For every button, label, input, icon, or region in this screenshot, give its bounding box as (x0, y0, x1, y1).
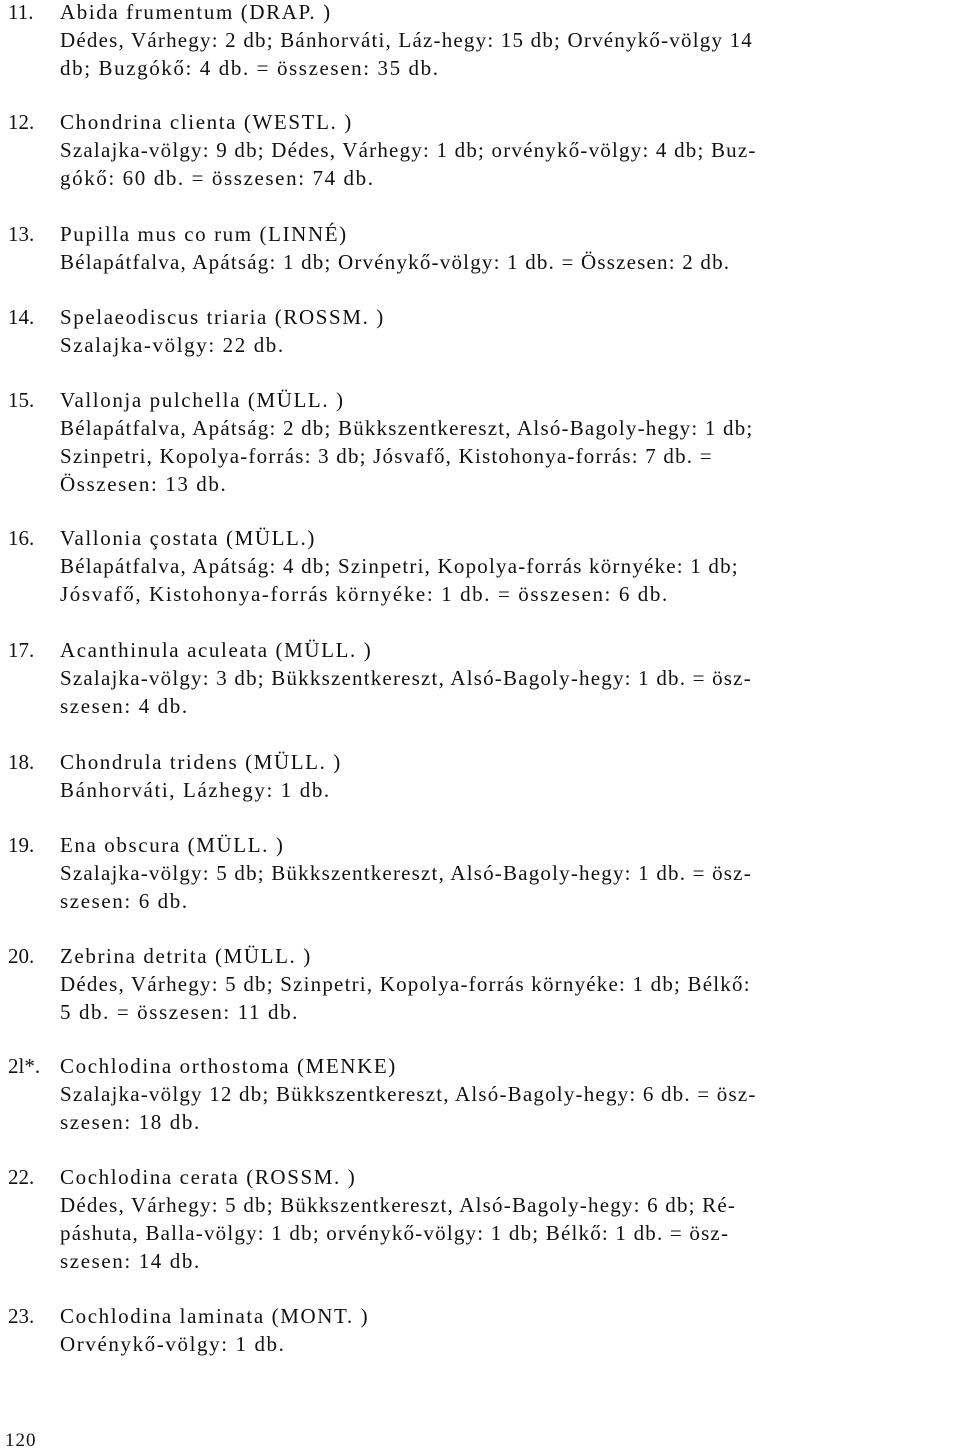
locality-line: szesen: 6 db. (60, 889, 189, 913)
locality-line: Dédes, Várhegy: 5 db; Szinpetri, Kopolya-forrás környéke: 1 db; Bélkő: (60, 972, 751, 996)
locality-line: Dédes, Várhegy: 5 db; Bükkszentkereszt, Alsó-Bagoly-hegy: 6 db; Ré- (60, 1193, 737, 1217)
species-name: Chondrula tridens (MÜLL. ) (60, 750, 342, 774)
species-name: Chondrina clienta (WESTL. ) (60, 110, 353, 134)
entry-number: 20. (8, 944, 35, 968)
locality-line: szesen: 14 db. (60, 1249, 201, 1273)
locality-line: Összesen: 13 db. (60, 472, 228, 496)
locality-line: Bánhorváti, Lázhegy: 1 db. (60, 778, 331, 802)
entry-number: 23. (8, 1304, 35, 1328)
species-name: Ena obscura (MÜLL. ) (60, 833, 285, 857)
entry-number: 14. (8, 305, 35, 329)
entry-number: 19. (8, 833, 35, 857)
entry-number: 13. (8, 222, 35, 246)
locality-line: Jósvafő, Kistohonya-forrás környéke: 1 db. = összesen: 6 db. (60, 582, 669, 606)
species-name: Vallonia çostata (MÜLL.) (60, 526, 316, 550)
species-name: Cochlodina orthostoma (MENKE) (60, 1054, 397, 1078)
entry-number: 15. (8, 388, 35, 412)
locality-line: szesen: 18 db. (60, 1110, 201, 1134)
species-name: Vallonja pulchella (MÜLL. ) (60, 388, 345, 412)
entry-number: 22. (8, 1165, 35, 1189)
locality-line: Szalajka-völgy: 22 db. (60, 333, 285, 357)
species-name: Pupilla mus co rum (LINNÉ) (60, 222, 348, 246)
species-name: Cochlodina laminata (MONT. ) (60, 1304, 370, 1328)
species-name: Acanthinula aculeata (MÜLL. ) (60, 638, 373, 662)
entry-number: 2l*. (8, 1054, 41, 1078)
locality-line: 5 db. = összesen: 11 db. (60, 1000, 300, 1024)
species-name: Cochlodina cerata (ROSSM. ) (60, 1165, 357, 1189)
locality-line: Szinpetri, Kopolya-forrás: 3 db; Jósvafő, Kistohonya-forrás: 7 db. = (60, 444, 713, 468)
entry-number: 16. (8, 526, 35, 550)
locality-line: db; Buzgókő: 4 db. = összesen: 35 db. (60, 56, 440, 80)
page-number: 120 (5, 1430, 37, 1451)
entry-number: 18. (8, 750, 35, 774)
locality-line: Bélapátfalva, Apátság: 4 db; Szinpetri, Kopolya-forrás környéke: 1 db; (60, 554, 739, 578)
locality-line: Bélapátfalva, Apátság: 1 db; Orvénykő-völgy: 1 db. = Összesen: 2 db. (60, 250, 731, 274)
species-name: Zebrina detrita (MÜLL. ) (60, 944, 312, 968)
locality-line: Orvénykő-völgy: 1 db. (60, 1332, 286, 1356)
species-name: Spelaeodiscus triaria (ROSSM. ) (60, 305, 385, 329)
locality-line: Szalajka-völgy: 9 db; Dédes, Várhegy: 1 db; orvénykő-völgy: 4 db; Buz- (60, 138, 757, 162)
locality-line: Szalajka-völgy: 5 db; Bükkszentkereszt, Alsó-Bagoly-hegy: 1 db. = ösz- (60, 861, 752, 885)
locality-line: Szalajka-völgy 12 db; Bükkszentkereszt, Alsó-Bagoly-hegy: 6 db. = ösz- (60, 1082, 757, 1106)
entry-number: 11. (8, 0, 34, 24)
entry-number: 12. (8, 110, 35, 134)
species-name: Abida frumentum (DRAP. ) (60, 0, 332, 24)
locality-line: szesen: 4 db. (60, 694, 189, 718)
entry-number: 17. (8, 638, 35, 662)
locality-line: Szalajka-völgy: 3 db; Bükkszentkereszt, Alsó-Bagoly-hegy: 1 db. = ösz- (60, 666, 752, 690)
locality-line: gókő: 60 db. = összesen: 74 db. (60, 166, 375, 190)
locality-line: Dédes, Várhegy: 2 db; Bánhorváti, Láz-hegy: 15 db; Orvénykő-völgy 14 (60, 28, 753, 52)
locality-line: Bélapátfalva, Apátság: 2 db; Bükkszentkereszt, Alsó-Bagoly-hegy: 1 db; (60, 416, 754, 440)
locality-line: páshuta, Balla-völgy: 1 db; orvénykő-völgy: 1 db; Bélkő: 1 db. = ösz- (60, 1221, 730, 1245)
